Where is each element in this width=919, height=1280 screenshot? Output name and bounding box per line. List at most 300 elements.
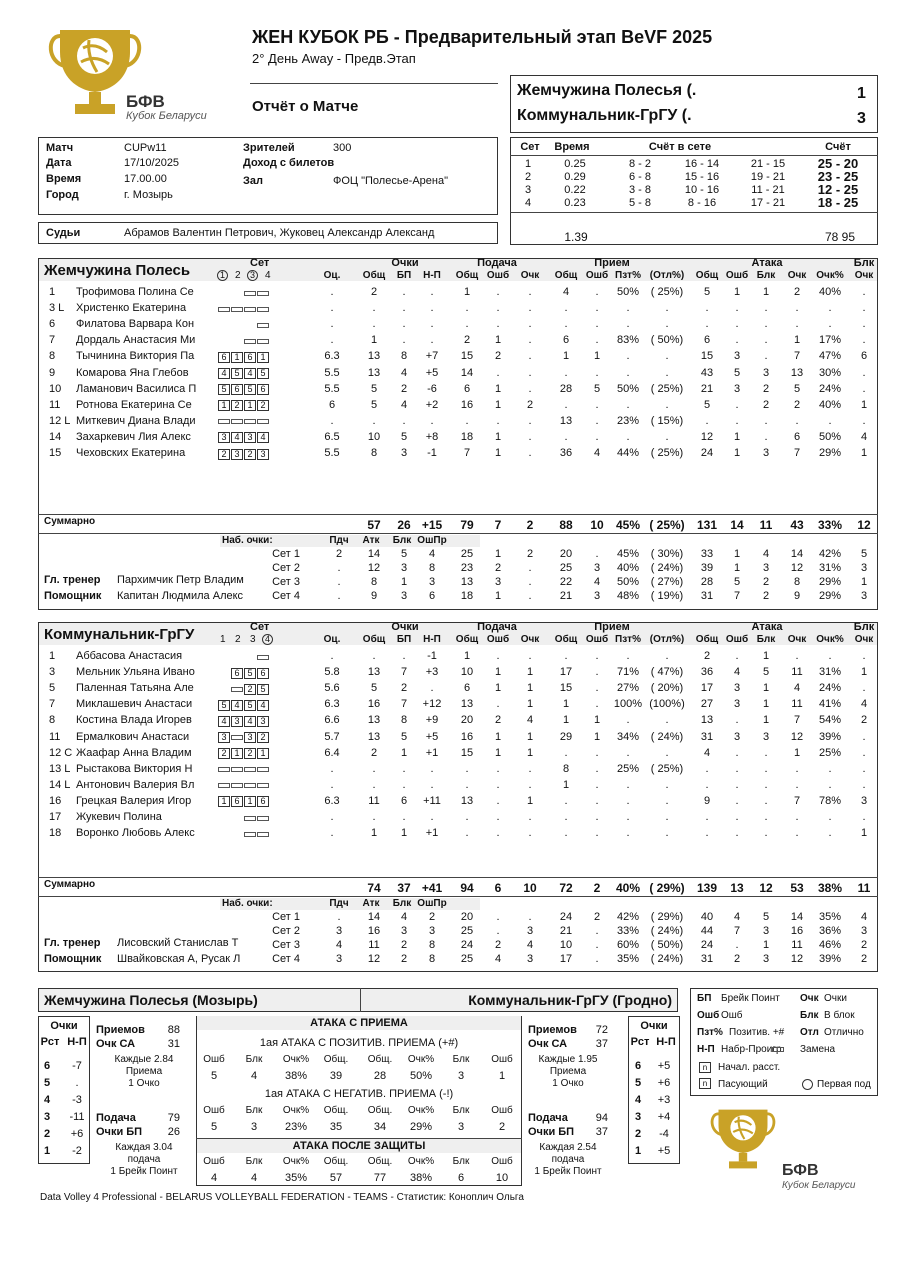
set-row-stat: 33 [700, 548, 714, 560]
set-row-stat: 60% [616, 939, 640, 951]
player-stat: . [665, 811, 669, 823]
sets-table-cell: 0.22 [564, 184, 586, 196]
page-subtitle: 2° День Away - Предв.Этап [252, 51, 416, 66]
attack-value: 77 [373, 1172, 387, 1184]
player-stat: 15 [700, 350, 714, 363]
player-stat: . [595, 650, 599, 662]
player-stat: . [430, 302, 434, 315]
attack-col-header: Блк [245, 1156, 263, 1167]
attack-col-header: Ошб [203, 1105, 225, 1116]
attack-value: 6 [457, 1172, 465, 1184]
set-start-box: 3 [257, 716, 269, 727]
rotation-value: +6 [657, 1077, 671, 1089]
assistant-name: Швайковская А, Русак Л [117, 953, 241, 965]
attack-positive-title: 1ая АТАКА С ПОЗИТИВ. ПРИЕМА (+#) [259, 1037, 459, 1049]
set-row-stat: 2 [762, 590, 770, 602]
player-stat: 30% [818, 366, 842, 379]
player-set-boxes [257, 651, 270, 663]
set-row-label: Сет 2 [272, 562, 300, 574]
set-row-stat: 2 [762, 576, 770, 588]
match-info-label: Дата [46, 157, 72, 169]
set-row-stat: 1 [733, 562, 741, 574]
player-stat: 40% [818, 286, 842, 298]
sets-table-cell: 16 - 14 [684, 158, 720, 170]
player-stat: 1 [762, 286, 770, 298]
rotation-header: Н-П [656, 1036, 676, 1048]
set-start-box: 1 [231, 748, 243, 759]
column-subheader: Общ [695, 634, 719, 645]
set-row-stat: 2 [400, 953, 408, 965]
player-stat: . [595, 811, 599, 823]
player-stat: . [665, 318, 669, 331]
player-name: Воронко Любовь Алекс [76, 827, 195, 840]
logo-text: БФВ [782, 1162, 819, 1179]
player-stat: 4 [562, 286, 570, 298]
legend-desc: Брейк Поинт [721, 993, 780, 1004]
player-stat: 21 [700, 382, 714, 395]
total-stat: ( 29%) [649, 881, 685, 895]
player-stat: . [564, 366, 568, 379]
set-start-box: 6 [218, 352, 230, 363]
set-row-stat: 42% [616, 911, 640, 923]
set-start-box: 5 [244, 668, 256, 679]
logo-subtext: Кубок Беларуси [126, 110, 207, 122]
player-stat: . [862, 286, 866, 298]
player-set-boxes [218, 448, 270, 460]
total-stat: 139 [696, 881, 718, 895]
player-stat: 3 [762, 366, 770, 379]
player-number: 15 [49, 447, 62, 459]
player-stat: . [330, 318, 334, 331]
set-row-stat: 1 [494, 548, 502, 560]
player-stat: . [735, 762, 739, 775]
player-stat: . [528, 302, 532, 315]
set-row-label: Сет 4 [272, 953, 300, 965]
serve-header: Подача [477, 257, 517, 269]
player-stat: 15 [559, 682, 573, 695]
player-number: 1 [49, 650, 56, 662]
set-number: 3 [250, 634, 256, 645]
player-stat: +9 [425, 714, 439, 727]
set-start-box: 4 [257, 700, 269, 711]
set-row-stat: 6 [428, 590, 436, 602]
player-stat: . [626, 794, 630, 807]
set-start-box: 1 [218, 400, 230, 411]
set-row-stat: 4 [526, 939, 534, 951]
match-info-label: Время [46, 173, 82, 185]
column-subheader: Очк% [816, 634, 844, 645]
player-number: 5 [49, 682, 56, 695]
set-start-box: 4 [218, 368, 230, 379]
set-start-box: 1 [244, 796, 256, 807]
player-name: Ротнова Екатерина Се [76, 398, 192, 411]
column-subheader: Общ [455, 270, 479, 281]
set-empty-marker [257, 832, 269, 837]
column-subheader: Очк [520, 270, 540, 281]
bp-points-label: Очки БП [528, 1126, 575, 1138]
player-stat: . [372, 318, 376, 331]
sets-table-header: Время [554, 141, 590, 153]
set-start-box: 5 [231, 368, 243, 379]
set-start-box: 5 [244, 700, 256, 711]
player-stat: . [665, 366, 669, 379]
player-stat: 13 [367, 714, 381, 727]
attack-value: 3 [250, 1121, 258, 1133]
player-stat: . [828, 762, 832, 775]
player-stat: 1 [526, 794, 534, 807]
attack-value: 3 [457, 1121, 465, 1133]
reception-count: 88 [167, 1024, 180, 1036]
set-row-stat: 20 [559, 548, 573, 560]
player-stat: . [705, 778, 709, 791]
set-row-label: Сет 3 [272, 939, 300, 951]
attack-col-header: Ошб [491, 1054, 513, 1065]
player-name: Комарова Яна Глебов [76, 366, 189, 379]
player-stat: . [430, 811, 434, 823]
sets-table-cell: 3 [524, 184, 532, 196]
total-stat: 11 [857, 881, 871, 895]
player-stat: +2 [425, 398, 439, 411]
set-empty-marker [257, 783, 269, 788]
set-row-stat: 3 [593, 590, 601, 602]
player-stat: . [828, 302, 832, 315]
player-stat: . [402, 778, 406, 791]
player-stat: 6.6 [324, 714, 340, 727]
points-header: Очки [391, 621, 419, 633]
player-stat: 4 [593, 447, 601, 459]
sets-table-cell: 17 - 21 [750, 197, 786, 209]
player-stat: . [795, 318, 799, 331]
player-stat: . [496, 794, 500, 807]
coach-name: Лисовский Станислав Т [117, 937, 239, 949]
player-number: 7 [49, 698, 56, 711]
set-start-box: 2 [231, 400, 243, 411]
set-number: 2 [235, 270, 241, 281]
player-set-boxes [231, 667, 270, 679]
attack-col-header: Очк% [407, 1105, 435, 1116]
player-stat: -1 [427, 447, 437, 459]
player-stat: . [528, 762, 532, 775]
player-stat: . [564, 827, 568, 840]
player-stat: . [626, 650, 630, 662]
legend-first-text: Первая под [817, 1079, 871, 1090]
player-stat: ( 50%) [650, 334, 684, 347]
player-stat: 6 [793, 430, 801, 443]
player-stat: . [496, 698, 500, 711]
player-stat: 5 [400, 730, 408, 743]
player-name: Жукевич Полина [76, 811, 162, 823]
set-row-stat: . [528, 590, 532, 602]
nab-header: Пдч [329, 898, 349, 909]
total-time: 1.39 [564, 230, 588, 244]
player-stat: 6 [463, 382, 471, 395]
player-stat: . [496, 811, 500, 823]
bottom-team1-name: Жемчужина Полесья (Мозырь) [44, 992, 258, 1008]
set-empty-marker [244, 339, 256, 344]
player-stat: . [795, 762, 799, 775]
player-stat: 5 [762, 666, 770, 679]
player-stat: 6.5 [324, 430, 340, 443]
player-stat: 8 [370, 447, 378, 459]
block-header: Блк [853, 257, 875, 269]
player-stat: . [862, 650, 866, 662]
attack-value: 23% [284, 1121, 308, 1133]
player-stat: . [595, 746, 599, 759]
player-set-boxes [218, 780, 270, 792]
set-row-stat: 8 [370, 576, 378, 588]
total-line [38, 877, 878, 878]
player-stat: +12 [422, 698, 442, 711]
ca-points: 31 [167, 1038, 180, 1050]
player-stat: 50% [616, 286, 640, 298]
player-stat: ( 25%) [650, 382, 684, 395]
player-stat: 24% [818, 682, 842, 695]
player-stat: 100% [613, 698, 643, 711]
total-stat: 12 [857, 518, 871, 532]
rotation-value: -11 [69, 1111, 85, 1123]
player-stat: 6 [328, 398, 336, 411]
player-stat: 2 [762, 382, 770, 395]
serve-count: 94 [595, 1112, 608, 1124]
set-start-box: 3 [231, 716, 243, 727]
set-row-stat: 2 [593, 911, 601, 923]
player-stat: 1 [463, 650, 471, 662]
set-empty-marker [244, 783, 256, 788]
set-empty-marker [244, 307, 256, 312]
column-subheader: Очк [787, 634, 807, 645]
attack-header: Атака [751, 257, 783, 269]
rotation-number: 5 [634, 1077, 642, 1089]
player-stat: 7 [793, 714, 801, 727]
player-name: Рыстакова Виктория Н [76, 762, 193, 775]
player-stat: +5 [425, 366, 439, 379]
player-stat: . [735, 650, 739, 662]
set-row-stat: 4 [762, 548, 770, 560]
set-row-stat: 2 [860, 939, 868, 951]
player-stat: . [496, 286, 500, 298]
attack-negative-title: 1ая АТАКА С НЕГАТИВ. ПРИЕМА (-!) [264, 1088, 454, 1100]
player-stat: . [465, 811, 469, 823]
player-set-boxes [218, 400, 270, 412]
player-stat: 1 [526, 746, 534, 759]
player-name: Трофимова Полина Се [76, 286, 194, 298]
ratio-line: Каждая 2.54 [539, 1142, 597, 1153]
player-stat: 29% [818, 447, 842, 459]
set-row-stat: 46% [818, 939, 842, 951]
player-stat: . [665, 350, 669, 363]
set-start-box: 3 [231, 449, 243, 460]
set-start-box: 6 [231, 796, 243, 807]
player-stat: 24% [818, 382, 842, 395]
player-stat: . [764, 414, 768, 427]
player-stat: 1 [494, 730, 502, 743]
set-row-label: Сет 1 [272, 548, 300, 560]
player-set-boxes [244, 335, 270, 347]
set-row-stat: 3 [400, 590, 408, 602]
rotation-number: 3 [43, 1111, 51, 1123]
set-row-stat: 25 [460, 953, 474, 965]
ratio-line: Каждые 2.84 [114, 1054, 174, 1065]
column-subheader: Н-П [423, 634, 441, 645]
total-stat: 131 [696, 518, 718, 532]
player-name: Мельник Ульяна Ивано [76, 666, 195, 679]
total-stat: 74 [367, 881, 381, 895]
player-stat: +8 [425, 430, 439, 443]
player-stat: 1 [494, 430, 502, 443]
set-row-stat: 29% [818, 576, 842, 588]
player-stat: 3 [762, 447, 770, 459]
player-set-boxes [218, 432, 270, 444]
player-stat: ( 20%) [650, 682, 684, 695]
player-stat: . [764, 430, 768, 443]
player-stat: . [330, 650, 334, 662]
set-row-stat: 2 [428, 911, 436, 923]
set-row-stat: 2 [526, 548, 534, 560]
player-stat: 1 [860, 827, 868, 840]
player-stat: . [496, 827, 500, 840]
player-stat: 13 [460, 794, 474, 807]
set-start-box: 4 [244, 368, 256, 379]
player-number: 3 L [49, 302, 65, 315]
set-row-stat: . [528, 562, 532, 574]
set-row-stat: 4 [400, 911, 408, 923]
legend-start-text: Начал. расст. [718, 1062, 781, 1073]
score-box [510, 75, 878, 133]
total-stat: 2 [593, 881, 601, 895]
player-stat: . [402, 334, 406, 347]
attack-col-header: Ошб [203, 1156, 225, 1167]
player-stat: 10 [367, 430, 381, 443]
player-stat: 1 [526, 666, 534, 679]
ratio-line: Приема [549, 1066, 587, 1077]
set-row-label: Сет 1 [272, 911, 300, 923]
player-stat: . [862, 762, 866, 775]
column-subheader: Ошб [486, 270, 510, 281]
set-row-stat: 2 [400, 939, 408, 951]
player-stat: 5.5 [324, 447, 340, 459]
player-stat: . [496, 414, 500, 427]
player-stat: . [330, 827, 334, 840]
player-stat: . [465, 827, 469, 840]
player-stat: 2 [793, 286, 801, 298]
player-name: Тычинина Виктория Па [76, 350, 195, 363]
legend-desc: Ошб [721, 1010, 743, 1021]
set-row-stat: 3 [335, 925, 343, 937]
player-stat: 2 [703, 650, 711, 662]
set-column-header: Сет [250, 621, 270, 633]
assistant-label: Помощник [44, 953, 102, 965]
set-row-stat: 2 [335, 548, 343, 560]
player-stat: 5.8 [324, 666, 340, 679]
column-subheader: БП [396, 634, 412, 645]
player-stat: . [528, 430, 532, 443]
nab-header: Атк [362, 898, 380, 909]
player-stat: . [465, 302, 469, 315]
player-stat: . [372, 778, 376, 791]
player-stat: 3 [733, 682, 741, 695]
rotation-points-label: Очки [640, 1020, 668, 1032]
player-stat: . [626, 430, 630, 443]
player-stat: 6 [562, 334, 570, 347]
player-stat: 7 [400, 698, 408, 711]
attack-col-header: Блк [452, 1054, 470, 1065]
total-stat: 26 [397, 518, 411, 532]
player-stat: . [330, 302, 334, 315]
player-stat: . [372, 414, 376, 427]
column-subheader: Общ [695, 270, 719, 281]
rotation-number: 1 [43, 1145, 51, 1157]
logo-text: БФВ [126, 92, 165, 111]
set-row-stat: 24 [700, 939, 714, 951]
sets-table-cell: 1 [524, 158, 532, 170]
set-row-stat: 11 [368, 939, 380, 951]
set-start-box: 4 [244, 716, 256, 727]
player-stat: 5 [370, 682, 378, 695]
player-stat: 18 [460, 430, 474, 443]
assistant-label: Помощник [44, 590, 102, 602]
player-stat: 5 [370, 382, 378, 395]
set-row-stat: 18 [460, 590, 474, 602]
set-row-stat: . [595, 925, 599, 937]
set-row-stat: 10 [559, 939, 573, 951]
player-stat: 1 [793, 746, 801, 759]
set-row-stat: 11 [791, 939, 803, 951]
ratio-line: 1 Брейк Поинт [534, 1166, 602, 1177]
attack-value: 29% [409, 1121, 433, 1133]
set-row-stat: . [496, 911, 500, 923]
player-stat: 6 [463, 682, 471, 695]
player-number: 12 C [49, 746, 73, 759]
player-stat: 13 [700, 714, 714, 727]
match-info-label: Город [46, 189, 79, 201]
player-stat: +5 [425, 730, 439, 743]
set-row-stat: 14 [367, 911, 381, 923]
player-stat: 17 [559, 666, 573, 679]
player-stat: 5 [703, 398, 711, 411]
set-row-stat: 17 [559, 953, 573, 965]
sets-table-cell: 0.23 [564, 197, 586, 209]
player-stat: 2 [400, 382, 408, 395]
player-set-boxes [257, 319, 270, 331]
player-stat: 50% [616, 382, 640, 395]
player-stat: 1 [793, 334, 801, 347]
set-number: 4 [265, 270, 271, 281]
serve-count-label: Подача [528, 1112, 568, 1124]
player-number: 12 L [49, 414, 71, 427]
ca-points-label: Очк СА [96, 1038, 136, 1050]
set-row-stat: 50% [616, 576, 640, 588]
set-row-stat: 2 [494, 939, 502, 951]
player-set-boxes [244, 828, 270, 840]
player-stat: 3 [860, 794, 868, 807]
player-name: Филатова Варвара Кон [76, 318, 195, 331]
attack-value: 1 [498, 1070, 506, 1082]
hall-label: Зал [243, 175, 263, 187]
player-stat: . [705, 414, 709, 427]
attack-value: 35% [284, 1172, 308, 1184]
player-stat: 8 [400, 350, 408, 363]
player-stat: 2 [370, 286, 378, 298]
set-row-stat: . [735, 939, 739, 951]
set-row-stat: 45% [616, 548, 640, 560]
player-stat: . [626, 302, 630, 315]
sets-table-cell: 0.25 [564, 158, 586, 170]
nab-header: Атк [362, 535, 380, 546]
total-stat: 94 [460, 881, 474, 895]
player-stat: ( 25%) [650, 286, 684, 298]
player-stat: . [828, 811, 832, 823]
player-stat: . [402, 302, 406, 315]
